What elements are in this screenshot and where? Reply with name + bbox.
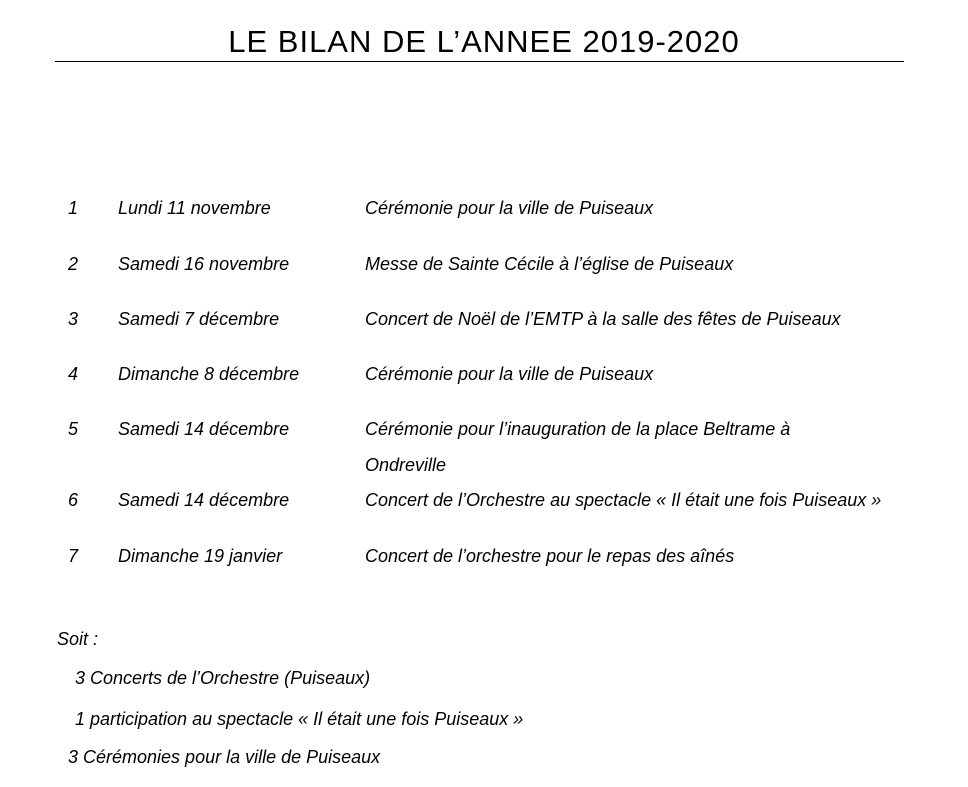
page-title: LE BILAN DE L’ANNEE 2019-2020 bbox=[228, 24, 740, 59]
event-date: Samedi 14 décembre bbox=[118, 419, 290, 439]
event-description: Cérémonie pour l’inauguration de la place Beltrame à bbox=[365, 419, 791, 439]
event-number: 1 bbox=[68, 198, 79, 218]
event-description: Concert de Noël de l’EMTP à la salle des fêtes de Puiseaux bbox=[365, 309, 841, 329]
event-description: Cérémonie pour la ville de Puiseaux bbox=[365, 364, 654, 384]
event-number: 6 bbox=[68, 490, 79, 510]
event-description: Cérémonie pour la ville de Puiseaux bbox=[365, 198, 654, 218]
event-description: Concert de l’Orchestre au spectacle « Il était une fois Puiseaux » bbox=[365, 490, 882, 510]
event-number: 3 bbox=[68, 309, 79, 329]
event-date: Samedi 16 novembre bbox=[118, 254, 290, 274]
summary-item: 3 Cérémonies pour la ville de Puiseaux bbox=[68, 747, 381, 767]
event-description-continuation: Ondreville bbox=[365, 455, 447, 475]
event-number: 7 bbox=[68, 546, 79, 566]
event-number: 4 bbox=[68, 364, 79, 384]
summary-item: 1 participation au spectacle « Il était une fois Puiseaux » bbox=[75, 709, 524, 729]
event-description: Concert de l’orchestre pour le repas des aînés bbox=[365, 546, 735, 566]
event-date: Dimanche 19 janvier bbox=[118, 546, 283, 566]
event-number: 5 bbox=[68, 419, 79, 439]
event-date: Samedi 7 décembre bbox=[118, 309, 280, 329]
summary-item: 3 Concerts de l’Orchestre (Puiseaux) bbox=[75, 668, 371, 688]
event-date: Samedi 14 décembre bbox=[118, 490, 290, 510]
summary-label: Soit : bbox=[57, 629, 99, 649]
title-underline bbox=[55, 61, 904, 62]
event-description: Messe de Sainte Cécile à l’église de Puiseaux bbox=[365, 254, 734, 274]
event-date: Lundi 11 novembre bbox=[118, 198, 271, 218]
event-number: 2 bbox=[68, 254, 79, 274]
event-date: Dimanche 8 décembre bbox=[118, 364, 300, 384]
